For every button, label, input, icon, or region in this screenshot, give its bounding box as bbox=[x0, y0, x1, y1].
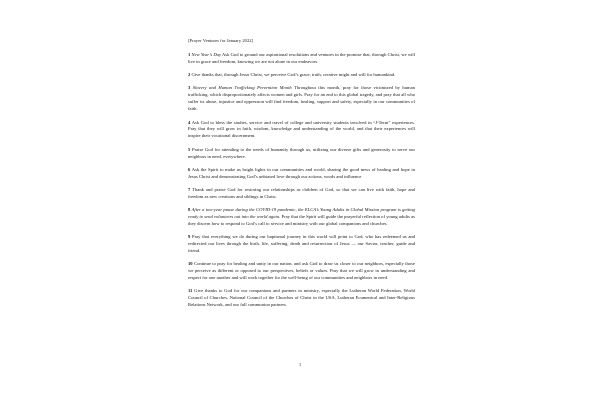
prayer-entry-body: Ask the Spirit to make us bright lights in our communities and world, sharing the good news of healing and hope in Jesus Christ and demonstrating God’s unbiased love through our actions, words and influence. bbox=[188, 166, 415, 179]
prayer-entry-lead: New Year’s Day bbox=[191, 52, 222, 58]
prayer-entry bbox=[188, 207, 415, 228]
prayer-entry bbox=[188, 234, 415, 255]
prayer-entry bbox=[188, 288, 415, 309]
prayer-entry-number: 9 bbox=[188, 234, 191, 240]
prayer-entry-body: Pray that everything we do during our baptismal journey in this world will point to God, who has redeemed us and redirected our lives through the birth, life, suffering, death and resurrection of Jesus — our Savior, teacher, guide and friend. bbox=[188, 234, 415, 253]
prayer-entry-number: 1 bbox=[188, 52, 191, 58]
prayer-entry-number: 2 bbox=[188, 72, 191, 78]
prayer-entry bbox=[188, 85, 415, 113]
prayer-entry-body: Ask God to ground our aspirational resolutions and ventures in the promise that, through Christ, we will live in grace and freedom, knowing we are not alone in our endeavors. bbox=[188, 52, 415, 65]
prayer-entry-list bbox=[188, 52, 415, 309]
prayer-entry-lead: Slavery and Human Trafficking Prevention Month bbox=[192, 85, 292, 91]
prayer-entry-number: 6 bbox=[188, 166, 191, 172]
prayer-entry-number: 5 bbox=[188, 146, 191, 152]
prayer-entry-number: 3 bbox=[188, 85, 191, 91]
prayer-entry bbox=[188, 167, 415, 181]
prayer-entry bbox=[188, 72, 415, 79]
document-text-column bbox=[188, 38, 415, 309]
prayer-entry-body: Praise God for attending to the needs of humanity through us, utilizing our diverse gifts and generosity to serve our neighbors in need, everywhere. bbox=[188, 146, 415, 159]
page-number: 1 bbox=[298, 362, 302, 367]
prayer-entry-body: Give thanks to God for our companions and partners in ministry, especially the Lutheran World Federation, World Council of Churches, National Council of the Churches of Christ in the USA, Lutheran Ecumenical and Inter-Religious Relations Network, and our full communion partners. bbox=[188, 288, 415, 308]
prayer-entry bbox=[188, 187, 415, 201]
prayer-entry-number: 7 bbox=[188, 186, 191, 192]
prayer-entry-number: 4 bbox=[188, 119, 191, 125]
prayer-entry-number: 8 bbox=[188, 206, 191, 212]
prayer-entry-body: Give thanks that, through Jesus Christ, we perceive God’s grace, truth, creative might and will for humankind. bbox=[191, 72, 396, 78]
prayer-entry-number: 11 bbox=[188, 288, 193, 294]
prayer-entry bbox=[188, 120, 415, 141]
prayer-entry-body: Thank and praise God for restoring our relationships as children of God, so that we can live with faith, hope and freedom as new creations and siblings in Christ. bbox=[188, 186, 415, 199]
prayer-entry-lead: After a two-year pause during the COVID-19 pandemic, the ELCA’s Young Adults in Global Mission program is getting ready to send volunteers out into the world again. bbox=[188, 206, 415, 219]
prayer-entry bbox=[188, 261, 415, 282]
prayer-entry-number: 10 bbox=[188, 261, 193, 267]
document-header: [Prayer Ventures for January 2022] bbox=[188, 38, 254, 43]
prayer-entry bbox=[188, 52, 415, 66]
prayer-entry bbox=[188, 147, 415, 161]
prayer-entry-body: Throughout this month, pray for those victimized by human trafficking, which disproportionately affects women and girls. Pray for an end to this global tragedy, and pray that all who suffer its abuse, injustice and oppression will find freedom, healing, support and safety, especially in our communities of faith. bbox=[188, 85, 415, 112]
prayer-entry-body: Ask God to bless the studies, service and travel of college and university students involved in “J-Term” experiences. Pray that they will grow in faith, wisdom, knowledge and understanding of the world, and that their experiences will inspire their vocational discernment. bbox=[188, 119, 415, 139]
prayer-entry-body: Continue to pray for healing and unity in our nation, and ask God to draw us closer to our neighbors, especially those we perceive as different or opposed to our perspectives, beliefs or values. Pray that we will grow in understanding and respect for one another and will work together for the well-being of our communities and neighbors in need. bbox=[188, 261, 415, 281]
prayer-entry-body: Pray that the Spirit will guide the prayerful reflection of young adults as they discern how to respond to God’s call to service and ministry with our global companions and churches. bbox=[188, 213, 415, 226]
